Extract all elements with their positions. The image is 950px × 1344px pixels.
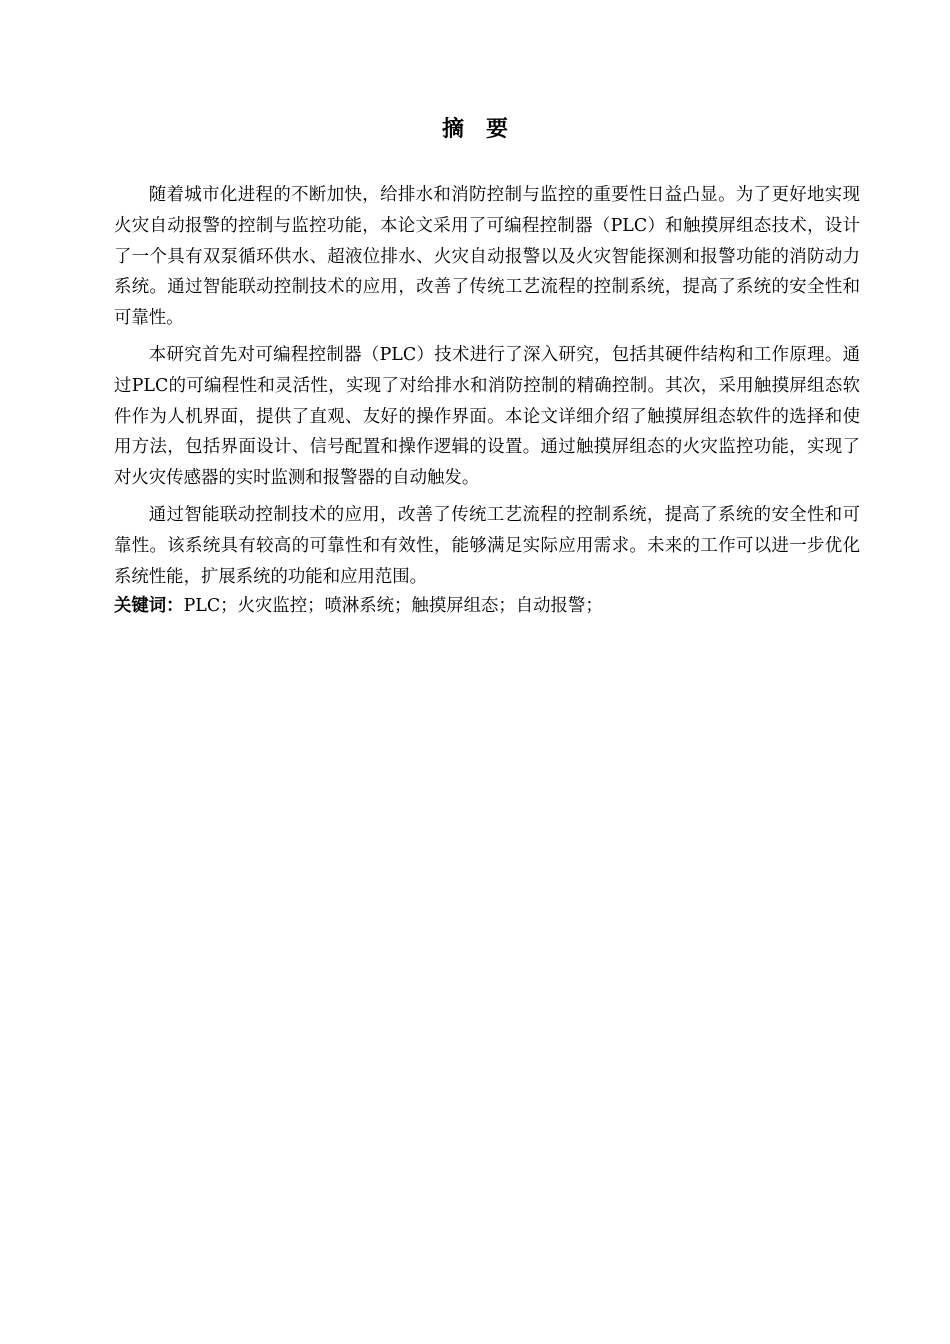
title-char-1: 摘 bbox=[441, 117, 464, 142]
title-char-2: 要 bbox=[486, 117, 509, 142]
abstract-paragraph-3: 通过智能联动控制技术的应用，改善了传统工艺流程的控制系统，提高了系统的安全性和可靠性。该系统具有较高的可靠性和有效性，能够满足实际应用需求。未来的工作可以进一步优化系统性能，扩展系统的功能和应用范围。 bbox=[114, 504, 860, 587]
keywords-text: PLC；火灾监控；喷淋系统；触摸屏组态；自动报警； bbox=[183, 596, 603, 617]
abstract-paragraph-2: 本研究首先对可编程控制器（PLC）技术进行了深入研究，包括其硬件结构和工作原理。通过PLC的可编程性和灵活性，实现了对给排水和消防控制的精确控制。其次，采用触摸屏组态软件作为人机界面，提供了直观、友好的操作界面。本论文详细介绍了触摸屏组态软件的选择和使用方法，包括界面设计、信号配置和操作逻辑的设置。通过触摸屏组态的火灾监控功能，实现了对火灾传感器的实时监测和报警器的自动触发。 bbox=[114, 344, 860, 489]
abstract-paragraph-1: 随着城市化进程的不断加快，给排水和消防控制与监控的重要性日益凸显。为了更好地实现火灾自动报警的控制与监控功能，本论文采用了可编程控制器（PLC）和触摸屏组态技术，设计了一个具有双泵循环供水、超液位排水、火灾自动报警以及火灾智能探测和报警功能的消防动力系统。通过智能联动控制技术的应用，改善了传统工艺流程的控制系统，提高了系统的安全性和可靠性。 bbox=[114, 185, 860, 329]
page-title bbox=[0, 114, 950, 146]
abstract-body bbox=[114, 180, 860, 620]
keywords-line bbox=[114, 592, 860, 620]
keywords-label: 关键词： bbox=[114, 596, 184, 617]
